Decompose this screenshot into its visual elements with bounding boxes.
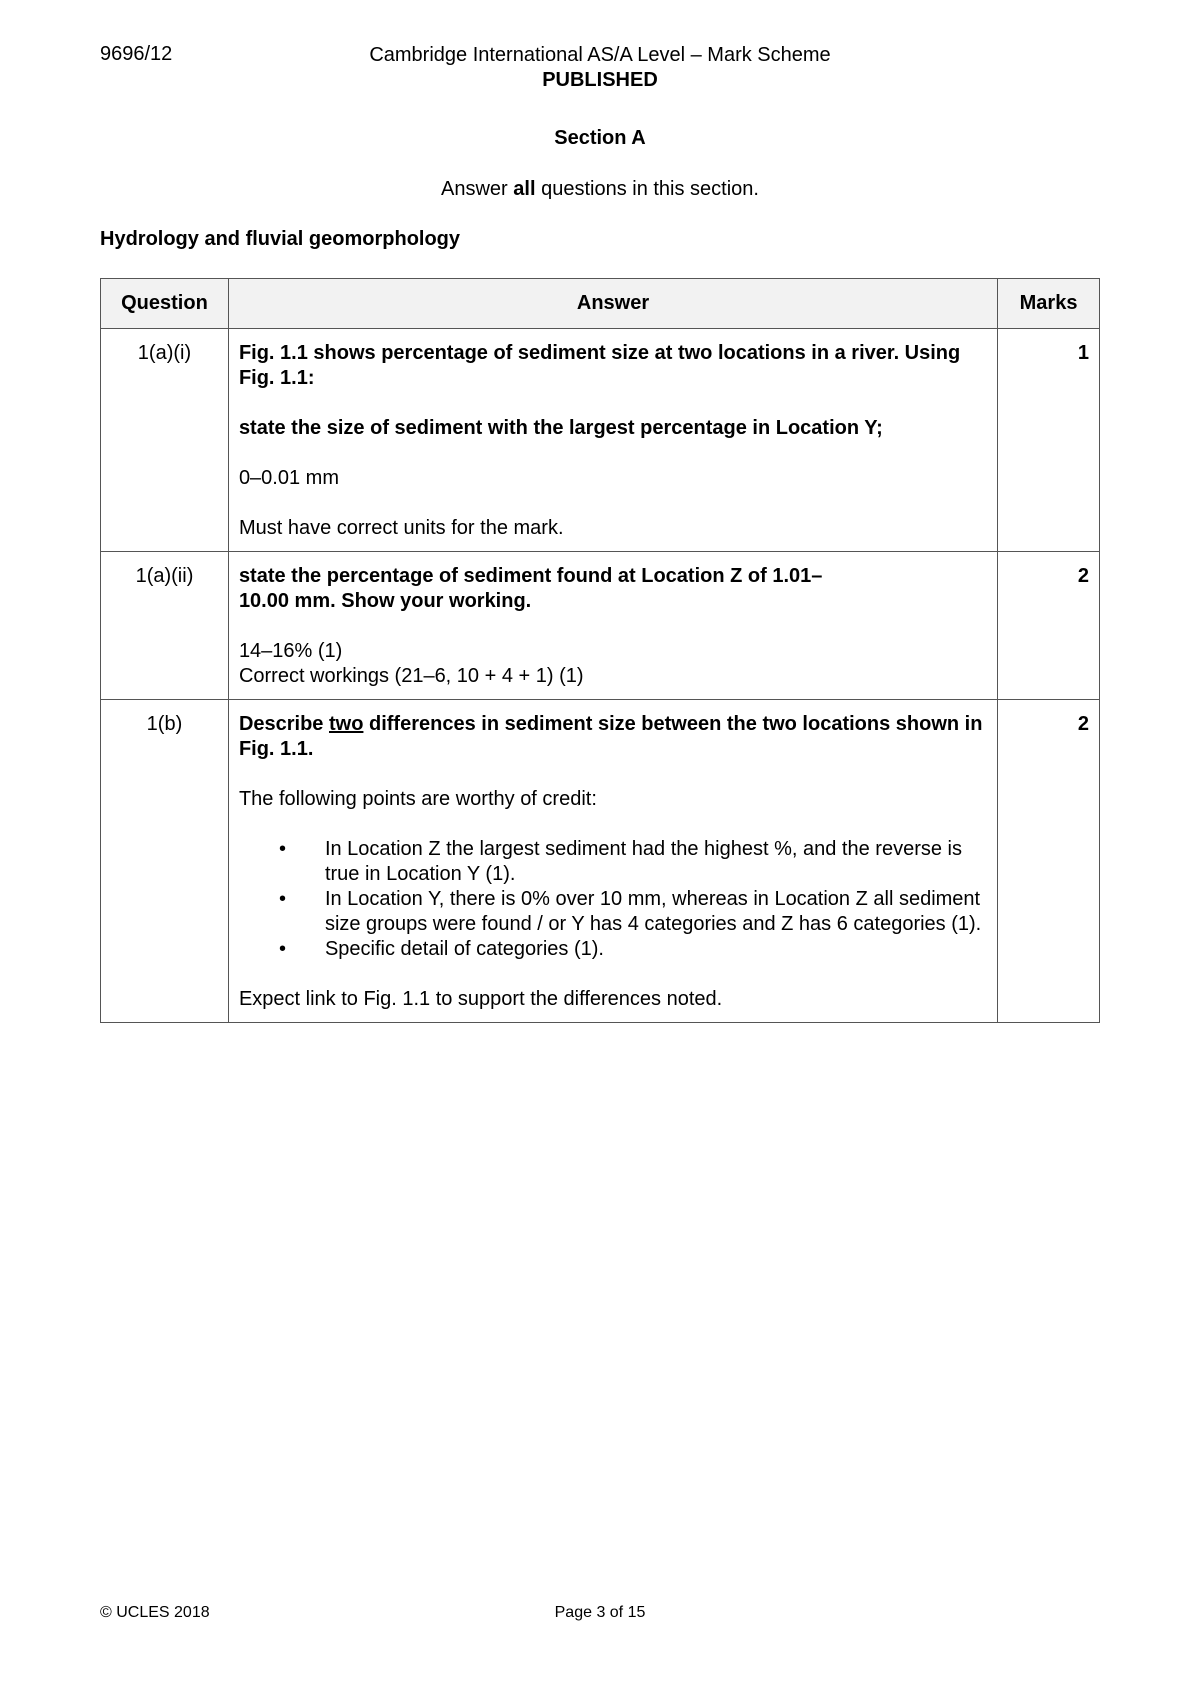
published-label: PUBLISHED	[542, 69, 658, 91]
bullet-icon: •	[278, 838, 286, 860]
marks-value: 2	[998, 552, 1100, 700]
answer-line: 14–16% (1)	[238, 640, 343, 662]
question-prompt: Fig. 1.1 shows percentage of sediment size at two locations in a river. Using Fig. 1.1:	[238, 342, 961, 389]
section-title: Section A	[554, 127, 646, 149]
prompt-text-post: differences in sediment size between the two locations shown in Fig. 1.1.	[238, 713, 983, 760]
answer-cell	[228, 552, 997, 700]
marks-value: 1	[998, 329, 1100, 552]
answer-intro: The following points are worthy of credit:	[238, 788, 597, 810]
answer-cell	[228, 700, 997, 1023]
bullet-icon: •	[278, 888, 286, 910]
list-item	[239, 837, 987, 887]
list-item-text: In Location Z the largest sediment had the highest %, and the reverse is true in Location Y (1).	[324, 838, 962, 885]
header-marks: Marks	[998, 279, 1100, 329]
page-number: Page 3 of 15	[554, 1604, 646, 1621]
list-item-text: Specific detail of categories (1).	[324, 938, 604, 960]
question-prompt: 10.00 mm. Show your working.	[238, 590, 532, 612]
answer-line: Correct workings (21–6, 10 + 4 + 1) (1)	[238, 665, 584, 687]
question-prompt	[239, 712, 987, 762]
list-item-text: In Location Y, there is 0% over 10 mm, whereas in Location Z all sediment size groups were found / or Y has 4 categories and Z has 6 categories (1).	[324, 888, 982, 935]
list-item	[239, 887, 987, 937]
document-header	[0, 43, 1190, 93]
question-number: 1(b)	[101, 700, 229, 1023]
table-header-row	[101, 279, 1100, 329]
copyright-notice: © UCLES 2018	[100, 1604, 210, 1621]
document-title: Cambridge International AS/A Level – Mark Scheme	[369, 44, 831, 66]
question-subprompt: state the size of sediment with the largest percentage in Location Y;	[238, 417, 883, 439]
question-number: 1(a)(ii)	[101, 552, 229, 700]
instruction-text-bold: all	[513, 178, 536, 200]
syllabus-code: 9696/12	[100, 43, 173, 65]
marks-value: 2	[998, 700, 1100, 1023]
bullet-icon: •	[278, 938, 286, 960]
header-question: Question	[101, 279, 229, 329]
mark-scheme-table	[100, 278, 1100, 1023]
question-prompt: state the percentage of sediment found at Location Z of 1.01–	[238, 565, 823, 587]
topic-heading: Hydrology and fluvial geomorphology	[100, 228, 461, 250]
table-row	[101, 700, 1100, 1023]
credit-points-list	[239, 837, 987, 962]
table-row	[101, 329, 1100, 552]
instruction-text-pre: Answer	[441, 178, 514, 200]
section-instruction	[0, 178, 1190, 201]
instruction-text-post: questions in this section.	[535, 178, 759, 200]
answer-line: Must have correct units for the mark.	[238, 517, 564, 539]
list-item	[239, 937, 987, 962]
answer-line: 0–0.01 mm	[238, 467, 339, 489]
question-number: 1(a)(i)	[101, 329, 229, 552]
table-row	[101, 552, 1100, 700]
answer-closing: Expect link to Fig. 1.1 to support the differences noted.	[238, 988, 723, 1010]
header-answer: Answer	[228, 279, 997, 329]
prompt-text-underlined: two	[329, 713, 364, 735]
answer-cell	[228, 329, 997, 552]
prompt-text-pre: Describe	[238, 713, 329, 735]
